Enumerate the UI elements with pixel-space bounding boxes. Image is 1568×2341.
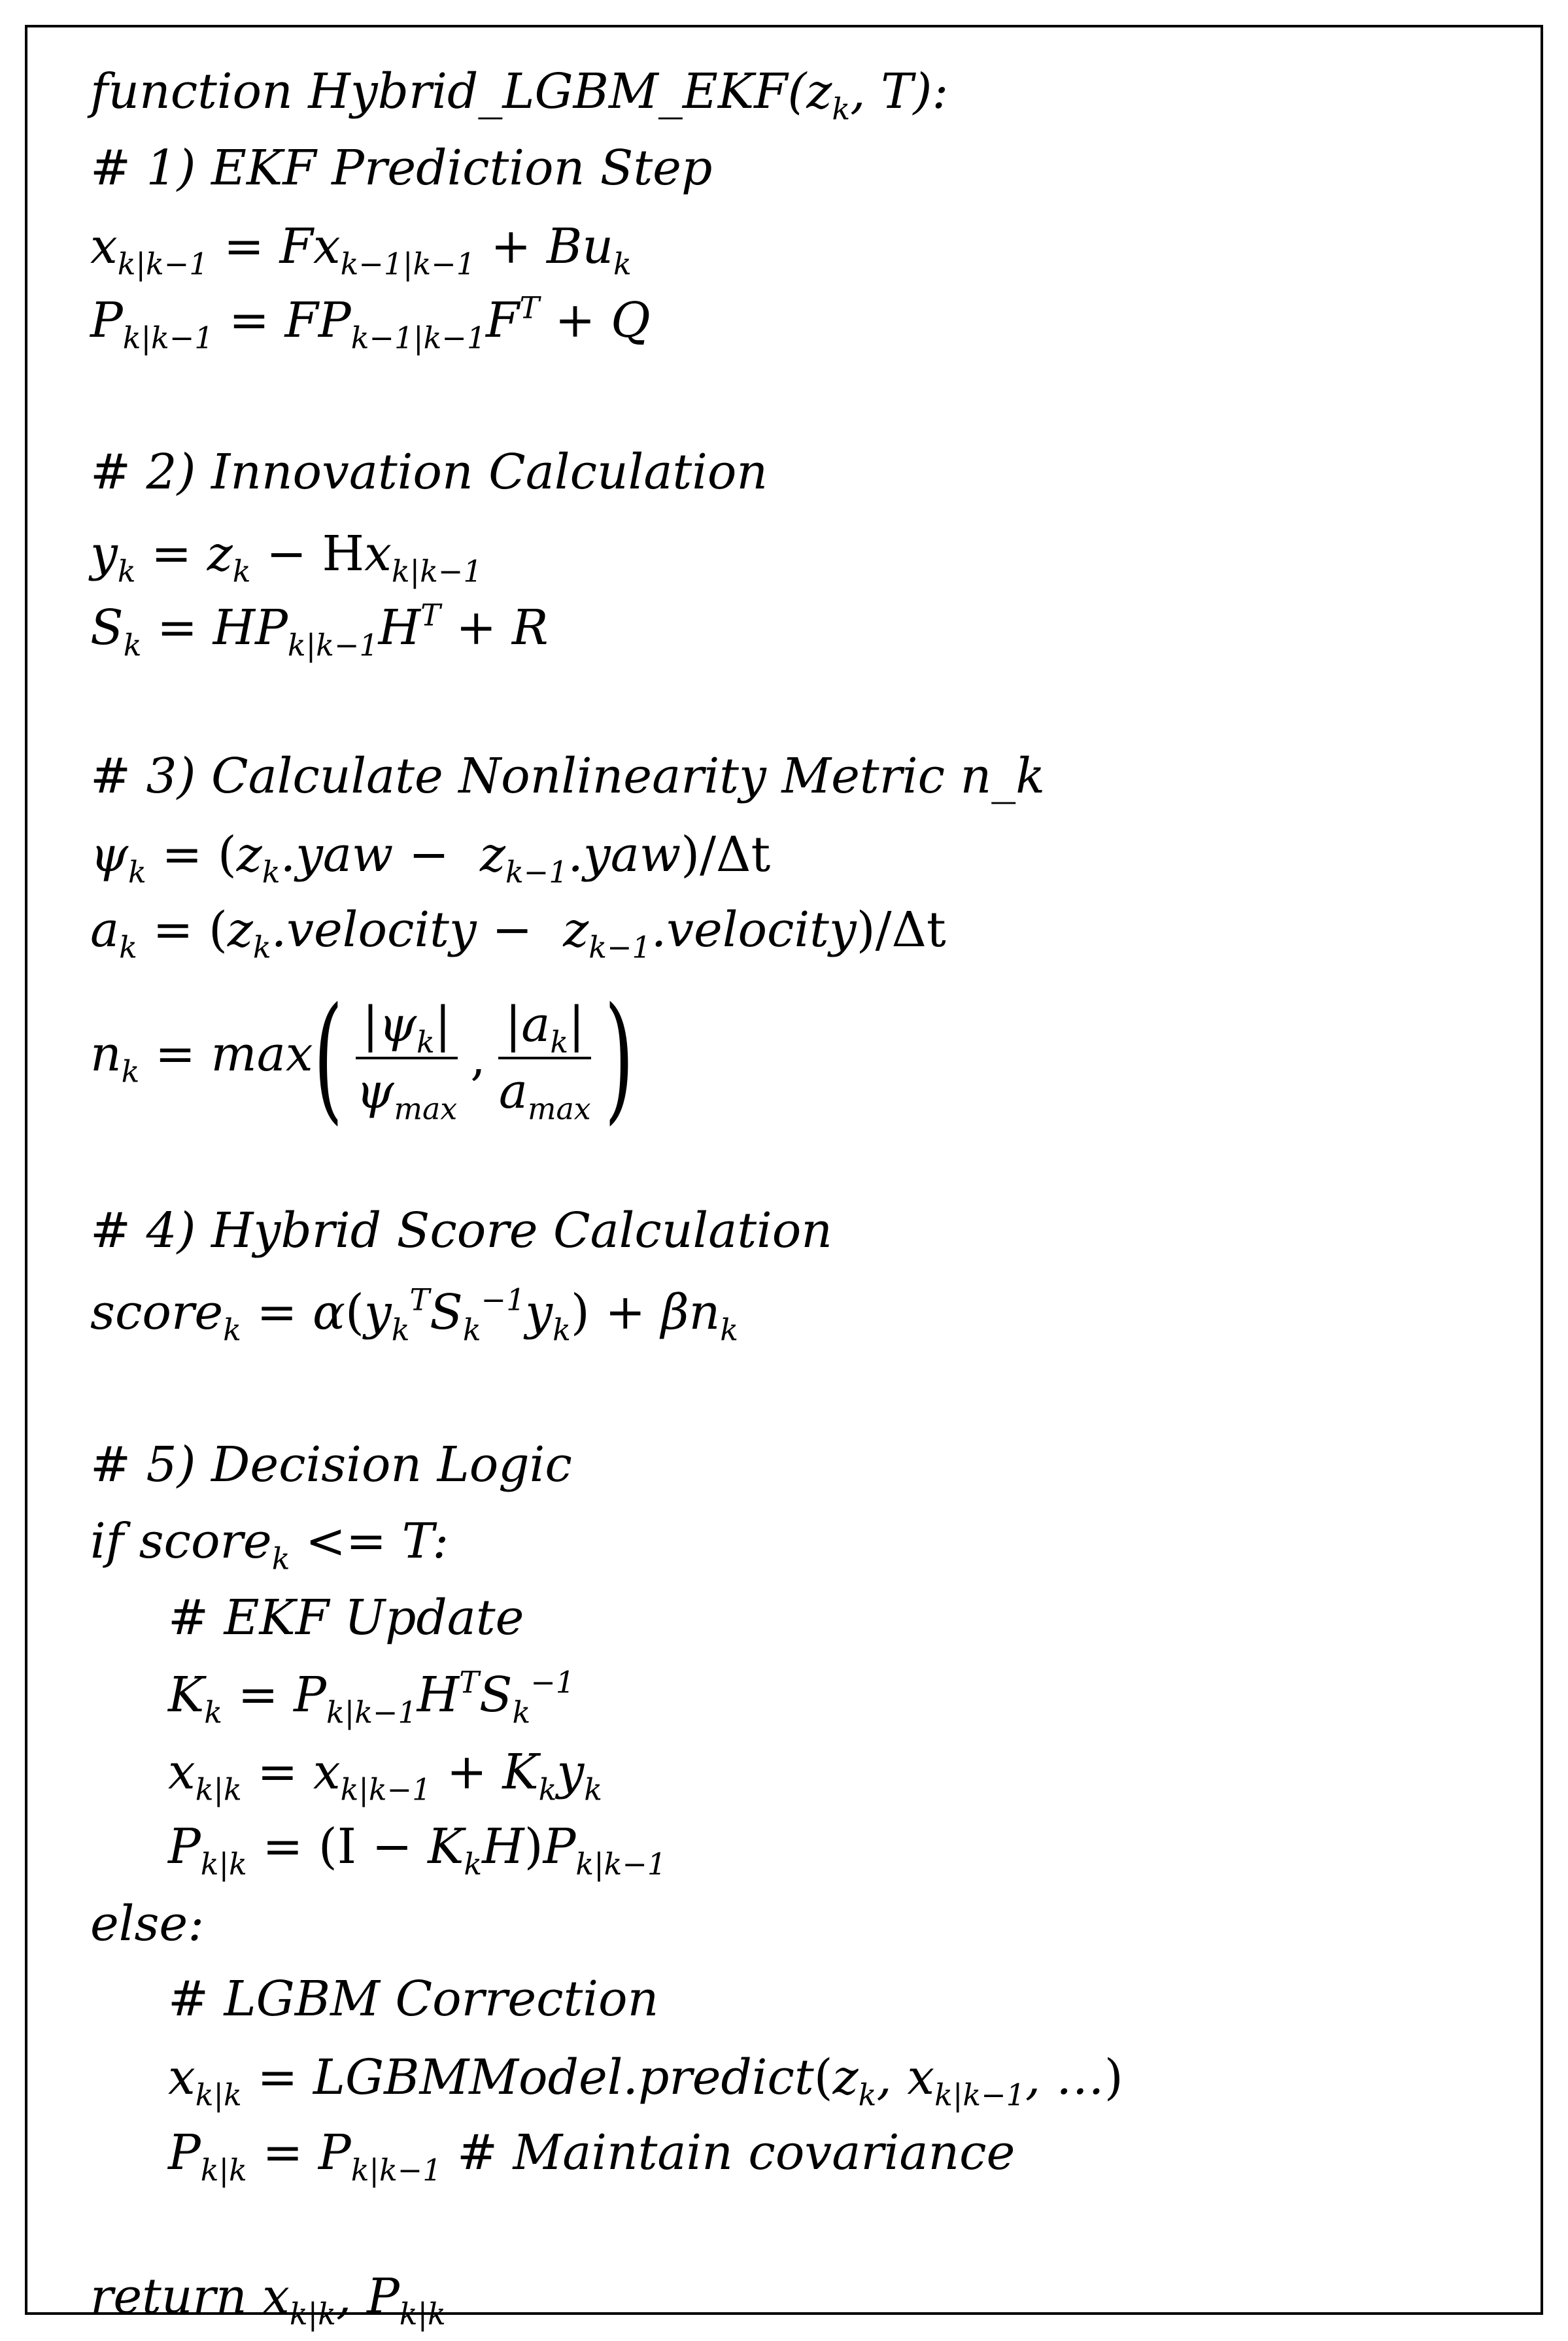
- equation-kalman-gain: $K_k = P_{k|k-1}H^TS_k^{-1}$: [168, 1664, 575, 1730]
- equation-innovation-covariance: $S_k = HP_{k|k-1}H^T + R$: [90, 597, 549, 663]
- return-statement: return $x_{k|k}$, $P_{k|k}$: [90, 2268, 446, 2332]
- equation-hybrid-score: score$_k$ = $\alpha(y_k^TS_k^{-1}y_k) + \beta n_k$: [90, 1282, 739, 1348]
- algorithm-box: [25, 25, 1543, 2332]
- lgbm-correction-comment: # LGBM Correction: [168, 1971, 659, 2027]
- equation-acceleration: $a_k$ = ($z_k.velocity$ − $z_{k-1}.velocity)/\Delta t$: [90, 902, 946, 965]
- if-statement: if score$_k$ <= T:: [90, 1513, 449, 1577]
- equation-covariance-update: $P_{k|k} = (I - K_kH)P_{k|k-1}$: [168, 1819, 667, 1882]
- equation-maintain-covariance: $P_{k|k} = P_{k|k-1}$ # Maintain covariance: [168, 2125, 1015, 2188]
- ekf-update-comment: # EKF Update: [168, 1590, 524, 1646]
- section-comment-5: # 5) Decision Logic: [90, 1437, 572, 1493]
- function-signature: function $Hybrid\_LGBM\_EKF(z_k$, T):: [90, 63, 949, 127]
- section-comment-3: # 3) Calculate Nonlinearity Metric n_k: [90, 748, 1046, 804]
- section-comment-2: # 2) Innovation Calculation: [90, 444, 768, 500]
- equation-covariance-prediction: $P_{k|k-1} = FP_{k-1|k-1}F^T + Q$: [90, 290, 651, 356]
- equation-state-prediction: $x_{k|k-1} = Fx_{k-1|k-1} + Bu_k$: [90, 218, 632, 282]
- section-comment-1: # 1) EKF Prediction Step: [90, 140, 713, 196]
- equation-innovation: $y_k = z_k - Hx_{k|k-1}$: [90, 526, 483, 589]
- equation-lgbm-predict: $x_{k|k}$ = $LGBMModel.predict(z_k$, $x_{k|k-1}$, …): [168, 2049, 1123, 2113]
- section-comment-4: # 4) Hybrid Score Calculation: [90, 1203, 832, 1259]
- else-statement: else:: [90, 1896, 205, 1952]
- equation-nonlinearity-metric: $n_k = \max$ ( $\frac{|\psi_k|}{\psi_{max}}$ , $\frac{|a_k|}{a_{max}}$ ): [90, 977, 634, 1138]
- equation-yaw-rate: $\psi_k = (z_k.yaw - z_{k-1}.yaw)/\Delta t$: [90, 827, 771, 890]
- equation-state-update: $x_{k|k} = x_{k|k-1} + K_ky_k$: [168, 1744, 603, 1807]
